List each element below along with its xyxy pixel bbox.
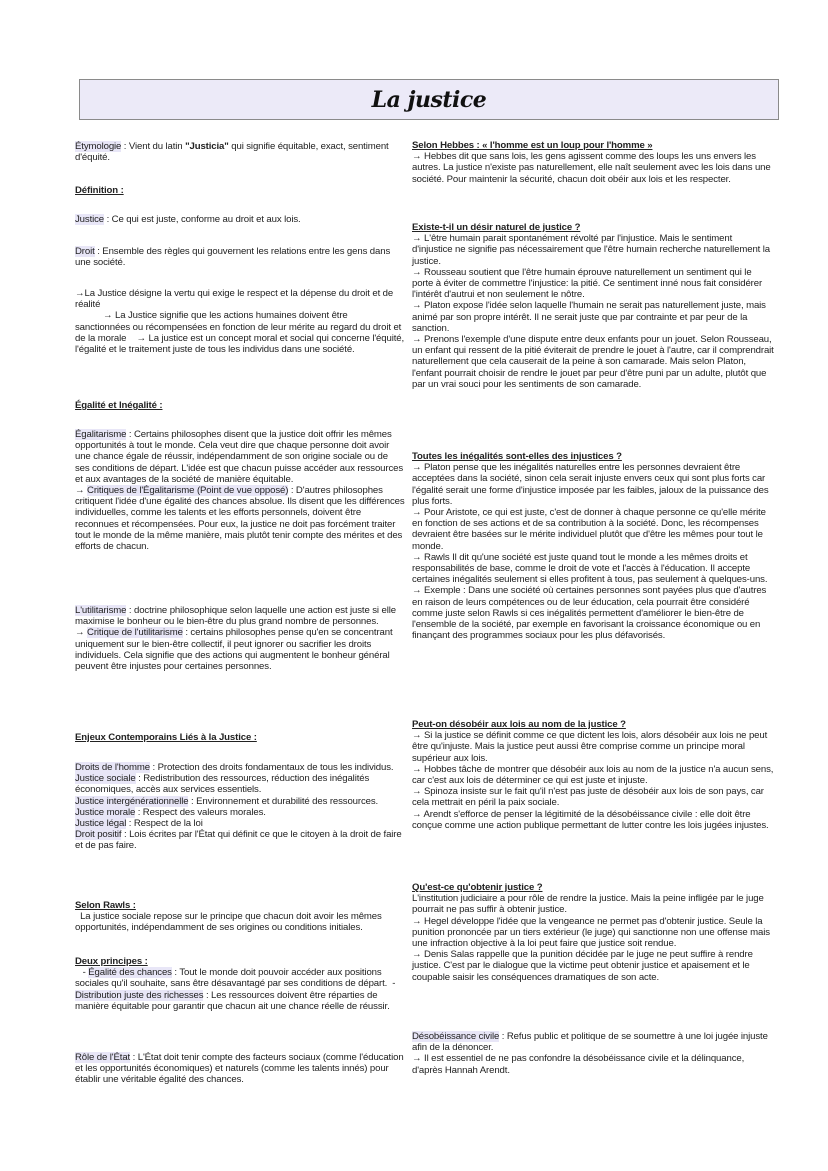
paragraph (412, 507, 774, 552)
right-section (412, 882, 774, 983)
paragraph (412, 552, 774, 586)
highlighted-term: Désobéissance civile (412, 1031, 500, 1042)
right-section (412, 719, 774, 831)
paragraph (75, 288, 405, 310)
text-segment: → Denis Salas rappelle que la punition décidée par le juge ne peut suffire à rendre justice. C'est par le dialogue que la victime peut obtenir justice et apaisement et le coupable saisir les conséquences dramatiques de son acte. (412, 949, 753, 983)
paragraph (75, 967, 405, 1012)
paragraph (412, 267, 774, 301)
text-segment: → Rousseau soutient que l'être humain éprouve naturellement un sentiment qui le porte à éviter de commettre l'injustice: la pitié. Ce sentiment inné nous fait considérer l'intérêt d'autrui et non seulement le nôtre. (412, 266, 763, 301)
text-segment: → Hobbes tâche de montrer que désobéir aux lois au nom de la justice n'a aucun sens, car c'est aux lois de déterminer ce qui est juste et injuste. (412, 763, 774, 787)
paragraph (75, 818, 405, 829)
left-section (75, 141, 405, 163)
paragraph (412, 893, 774, 915)
section-heading: Deux principes : (75, 956, 148, 967)
paragraph (412, 233, 774, 267)
text-segment: → Il est essentiel de ne pas confondre la désobéissance civile et la délinquance, d'après Hannah Arendt. (412, 1053, 745, 1076)
paragraph (75, 246, 405, 268)
highlighted-term: L'utilitarisme (75, 605, 127, 616)
text-segment: - (75, 967, 89, 979)
paragraph (412, 462, 774, 507)
left-section (75, 288, 405, 355)
right-section (412, 451, 774, 641)
paragraph (412, 786, 774, 808)
text-segment: → (75, 627, 88, 639)
right-section (412, 140, 774, 185)
highlighted-term: Rôle de l'État (75, 1052, 131, 1063)
highlighted-term: Justice légal (75, 818, 127, 830)
text-segment: → Prenons l'exemple d'une dispute entre deux enfants pour un jouet. Selon Rousseau, un enfant qui ressent de la pitié éviterait de prendre le jouet à l'autre, car il comprendrait naturellement que cela causerait de la peine à son camarade. Mais selon Platon, l'enfant pourrait choisir de rendre le jouet par peur d'être puni par un adulte, plutôt que par un vrai souci pour les sentiments de son camarade. (412, 334, 774, 390)
left-section (75, 246, 405, 268)
text-segment: : doctrine philosophique selon laquelle une action est juste si elle maximise le bonheur ou le bien-être du plus grand nombre de personnes. (75, 605, 396, 628)
paragraph (75, 214, 405, 225)
right-section (412, 1031, 774, 1076)
text-segment: → Platon expose l'idée selon laquelle l'humain ne serait pas naturellement juste, mais animé par son propre intérêt. Il ne serait juste que par contrainte et par peur de la sanction. (412, 300, 766, 334)
paragraph (75, 911, 405, 933)
text-segment: : L'État doit tenir compte des facteurs sociaux (comme l'éducation et les opportunités économiques) et naturels (comme les talents innés) pour établir une véritable égalité des chances. (75, 1052, 404, 1086)
paragraph (75, 429, 405, 485)
section-heading: Égalité et Inégalité : (75, 400, 163, 411)
paragraph (75, 605, 405, 627)
title-banner (79, 79, 779, 120)
paragraph (412, 916, 774, 950)
left-section (75, 400, 405, 411)
section-heading: Peut-on désobéir aux lois au nom de la justice ? (412, 719, 626, 730)
left-section (75, 605, 405, 672)
text-segment: → (75, 485, 88, 497)
page-title: La justice (371, 86, 487, 113)
paragraph (75, 807, 405, 818)
paragraph (75, 310, 405, 355)
paragraph (412, 809, 774, 831)
paragraph (75, 627, 405, 672)
section-heading: Selon Hebbes : « l'homme est un loup pour l'homme » (412, 140, 653, 151)
section-heading: Définition : (75, 185, 124, 196)
paragraph (412, 300, 774, 334)
text-segment: : Refus public et politique de se soumettre à une loi jugée injuste afin de la dénoncer. (412, 1031, 768, 1054)
left-section (75, 732, 405, 743)
right-section (412, 222, 774, 390)
paragraph (75, 773, 405, 795)
text-segment: : Tout le monde doit pouvoir accéder aux positions sociales qu'il souhaite, sans être désavantagé par ses conditions de départ. - (75, 967, 396, 990)
text-segment: → Spinoza insiste sur le fait qu'il n'est pas juste de désobéir aux lois de son pays, car cela mettrait en péril la paix sociale. (412, 786, 764, 809)
text-segment: : Respect des valeurs morales. (135, 806, 266, 818)
highlighted-term: Distribution juste des richesses (75, 989, 204, 1001)
text-segment: : Ensemble des règles qui gouvernent les relations entre les gens dans une société. (75, 246, 391, 269)
left-section (75, 185, 405, 196)
highlighted-term: Droits de l'homme (75, 762, 150, 773)
section-heading: Toutes les inégalités sont-elles des injustices ? (412, 451, 622, 462)
text-segment: : certains philosophes pense qu'en se concentrant uniquement sur le bien-être collectif, il peut ignorer ou sacrifier les droits individuels. Cela signifie que des actions qui augmentent le bonheur général peuvent être injustes pour certaines personnes. (75, 627, 393, 673)
text-segment: "Justicia" (185, 141, 229, 152)
text-segment: → Hebbes dit que sans lois, les gens agissent comme des loups les uns envers les autres. La justice n'existe pas naturellement, elle naît seulement avec les lois dans une société. Pour maintenir la sécurité, chacun doit obéir aux lois et les respecter. (412, 151, 771, 185)
section-heading: Qu'est-ce qu'obtenir justice ? (412, 882, 543, 893)
paragraph (412, 334, 774, 390)
paragraph (75, 796, 405, 807)
left-section (75, 429, 405, 552)
paragraph (412, 764, 774, 786)
text-segment: → Si la justice se définit comme ce que dictent les lois, alors désobéir aux lois ne peut être qu'injuste. Mais la justice peut aussi être comprise comme un principe moral supérieur aux lois. (412, 730, 768, 764)
paragraph (412, 1031, 774, 1053)
text-segment: : Respect de la loi (126, 818, 203, 830)
text-segment: qui signifie équitable, exact, sentiment d'équité. (75, 141, 389, 164)
text-segment: → Exemple : Dans une société où certaines personnes sont payées plus que d'autres en raison de leurs compétences ou de leur éducation, cela pourrait être considéré comme juste selon Rawls si ces inégalités permettent d'améliorer le bien-être de l'ensemble de la société, par exemple en favorisant la croissance économique ou en finançant des programmes sociaux pour les plus défavorisés. (412, 585, 767, 642)
section-heading: Existe-t-il un désir naturel de justice ? (412, 222, 581, 233)
text-segment: : Vient du latin (121, 141, 186, 152)
highlighted-term: Justice (75, 214, 105, 225)
paragraph (75, 829, 405, 851)
highlighted-term: Justice intergénérationnelle (75, 795, 189, 807)
paragraph (412, 585, 774, 641)
text-segment: → Hegel développe l'idée que la vengeance ne permet pas d'obtenir justice. Seule la punition prononcée par un tiers extérieur (le juge) qui sanctionne non une offense mais une infraction objective à la loi peut faire que justice soit rendue. (412, 915, 770, 950)
text-segment: → Arendt s'efforce de penser la légitimité de la désobéissance civile : elle doit être conçue comme une action publique permettant de lutter contre les lois jugées injustes. (412, 808, 769, 831)
text-segment: → Pour Aristote, ce qui est juste, c'est de donner à chaque personne ce qu'elle mérite en fonction de ses actions et de sa contribution à la société. Donc, les récompenses devraient être basées sur le mérite individuel plutôt que d'être les mêmes pour tout le monde. (412, 507, 766, 552)
paragraph (412, 1053, 774, 1075)
text-segment: La justice sociale repose sur le principe que chacun doit avoir les mêmes opportunités, indépendamment de ses origines ou conditions initiales. (75, 911, 382, 934)
highlighted-term: Étymologie (75, 141, 122, 152)
paragraph (75, 485, 405, 552)
text-segment: : Redistribution des ressources, réduction des inégalités économiques, accès aux services essentiels. (75, 773, 370, 796)
text-segment: : Certains philosophes disent que la justice doit offrir les mêmes opportunités à tout le monde. Cela veut dire que chaque personne doit avoir une chance égale de réussir, indépendamment de son origine sociale ou de ses conditions de départ. L'idée est que chacun puisse accéder aux ressources et aux avantages de la société de manière équitable. (75, 429, 404, 485)
left-section (75, 956, 405, 1012)
highlighted-term: Justice sociale (75, 773, 136, 785)
paragraph (75, 1052, 405, 1086)
text-segment: : Les ressources doivent être réparties de manière équitable pour garantir que chacun ait une chance réelle de réussir. (75, 989, 390, 1012)
section-heading: Enjeux Contemporains Liés à la Justice : (75, 732, 257, 743)
highlighted-term: Égalité des chances (88, 967, 172, 979)
highlighted-term: Critiques de l'Égalitarisme (Point de vue opposé) (87, 485, 289, 497)
highlighted-term: Égalitarisme (75, 429, 127, 440)
paragraph (412, 730, 774, 764)
paragraph (75, 762, 405, 773)
paragraph (75, 141, 405, 163)
text-segment: : Ce qui est juste, conforme au droit et aux lois. (104, 214, 301, 225)
text-segment: →La Justice désigne la vertu qui exige le respect et la dépense du droit et de réalité (75, 288, 394, 311)
text-segment: → La Justice signifie que les actions humaines doivent être sanctionnées ou récompensées en fonction de leur mérite au regard du droit et de la morale → La justice est un concept moral et social qui concerne l'équité, l'égalité et le traitement juste de tous les individus dans une société. (75, 310, 405, 356)
text-segment: → Rawls Il dit qu'une société est juste quand tout le monde a les mêmes droits et responsabilités de base, comme le droit de vote et l'accès à l'éducation. Il accepte certaines inégalités seulement si elles profitent à tous, pas seulement à quelques-uns. (412, 551, 768, 586)
text-segment: : Protection des droits fondamentaux de tous les individus. (149, 762, 394, 773)
left-section (75, 214, 405, 225)
highlighted-term: Droit (75, 246, 95, 257)
text-segment: : Environnement et durabilité des ressources. (188, 795, 379, 807)
highlighted-term: Droit positif (75, 829, 122, 841)
paragraph (412, 151, 774, 185)
text-segment: → Platon pense que les inégalités naturelles entre les personnes devraient être acceptées dans la société, sinon cela serait injuste envers ceux qui sont plus forts car l'égalité serait une forme d'injustice imposée par les faibles, jaloux de la puissance des plus forts. (412, 462, 769, 507)
highlighted-term: Critique de l'utilitarisme (87, 627, 183, 639)
text-segment: : D'autres philosophes critiquent l'idée d'une égalité des chances absolue. Ils disent que les différences individuelles, comme les talents et les efforts personnels, doivent être reconnues et récompensées. Pour eux, la justice ne doit pas forcément traiter tout le monde de la même manière, mais plutôt tenir compte des mérites et des efforts de chacun. (75, 485, 405, 553)
left-section (75, 1052, 405, 1086)
text-segment: : Lois écrites par l'État qui définit ce que le citoyen à la droit de faire et de pas faire. (75, 829, 402, 852)
paragraph (412, 949, 774, 983)
text-segment: L'institution judiciaire a pour rôle de rendre la justice. Mais la peine infligée par le juge pourrait ne pas suffir à obtenir justice. (412, 893, 764, 916)
text-segment: → L'être humain parait spontanément révolté par l'injustice. Mais le sentiment d'injustice ne signifie pas nécessairement que l'être humain recherche naturellement la justice. (412, 233, 770, 267)
left-section (75, 900, 405, 934)
left-section (75, 762, 405, 852)
highlighted-term: Justice morale (75, 806, 136, 818)
section-heading: Selon Rawls : (75, 900, 136, 911)
